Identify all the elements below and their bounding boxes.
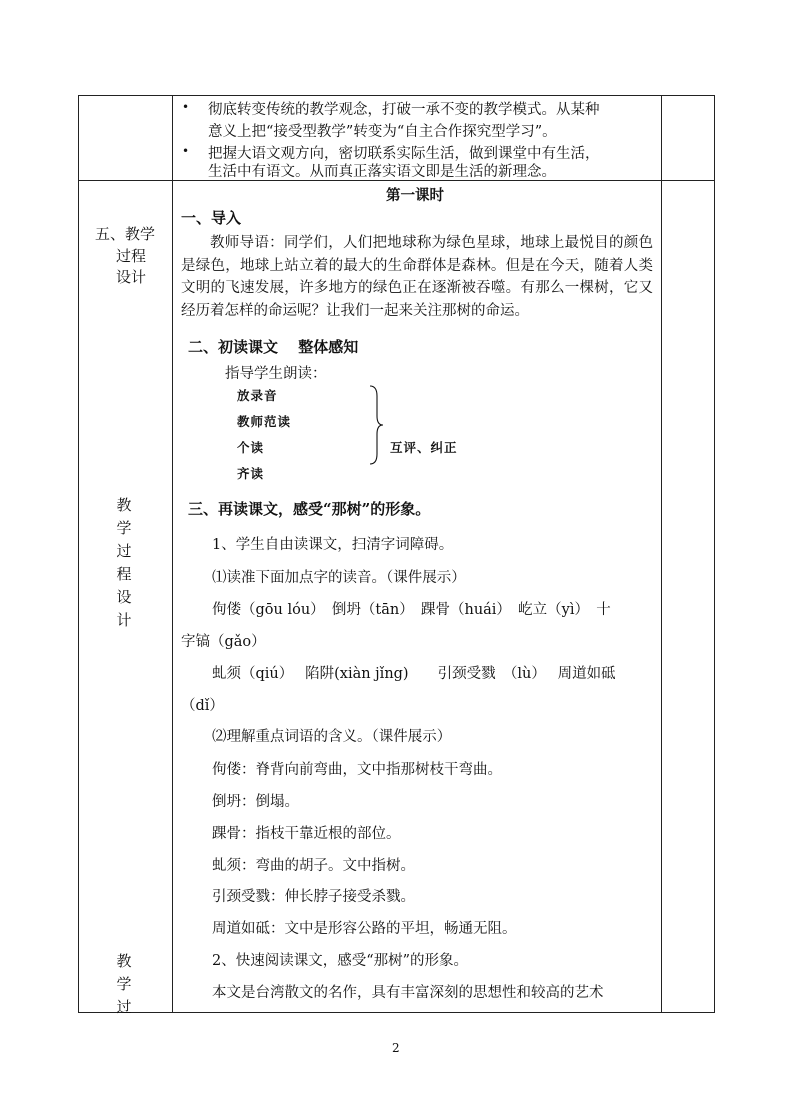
section-3-p7: 本文是台湾散文的名作，具有丰富深刻的思想性和较高的艺术 [212, 985, 604, 1001]
definition-6: 周道如砥：文中是形容公路的平坦，畅通无阻。 [212, 921, 517, 937]
bullet-1-line-2: 意义上把“接受型教学”转变为“自主合作探究型学习”。 [208, 124, 557, 140]
bullet-2: • [182, 144, 190, 158]
table-left-border [78, 95, 79, 1013]
table-top-border [78, 95, 715, 96]
section-2-heading: 二、初读课文 整体感知 [188, 338, 359, 356]
section-1-heading: 一、导入 [181, 209, 242, 227]
section-5-label-line-3: 设计 [115, 268, 146, 286]
table-right-border [714, 95, 715, 1013]
reading-item-3: 个读 [237, 440, 265, 455]
reading-item-4: 齐读 [237, 466, 265, 481]
section-5-label-line-1: 五、教学 [94, 225, 155, 243]
definition-1: 佝偻：脊背向前弯曲，文中指那树枝干弯曲。 [212, 762, 502, 778]
pronunciation-line-2: 字镐（gǎo） [181, 634, 266, 650]
column-divider-right [661, 95, 662, 1013]
section-3-heading: 三、再读课文，感受“那树”的形象。 [188, 500, 431, 518]
bullet-2-line-1: 把握大语文观方向，密切联系实际生活，做到课堂中有生活， [208, 146, 600, 162]
definition-5: 引颈受戮：伸长脖子接受杀戮。 [212, 889, 415, 905]
bullet-1: • [182, 100, 190, 114]
brace-annotation: 互评、纠正 [390, 440, 458, 455]
pronunciation-line-3: 虬须（qiú） 陷阱(xiàn jǐng) 引颈受戮 （lù） 周道如砥 [212, 666, 616, 682]
pronunciation-line-4: （dǐ） [181, 698, 224, 714]
bullet-2-line-2: 生活中有语文。从而真正落实语文即是生活的新理念。 [208, 164, 556, 180]
section-2-intro: 指导学生朗读： [225, 366, 327, 382]
lesson-title: 第一课时 [386, 187, 444, 204]
vertical-label-1: 教学过程设计 [116, 496, 132, 629]
reading-item-1: 放录音 [237, 388, 278, 403]
table-bottom-border [78, 1012, 715, 1013]
section-3-p1: 1、学生自由读课文，扫清字词障碍。 [212, 537, 454, 553]
curly-brace-icon [368, 384, 384, 466]
vertical-label-2: 教学过 [116, 952, 132, 1016]
section-3-p6: 2、快速阅读课文，感受“那树”的形象。 [212, 953, 469, 969]
page-number: 2 [392, 1041, 400, 1055]
reading-item-2: 教师范读 [237, 414, 292, 429]
definition-3: 踝骨：指枝干靠近根的部位。 [212, 826, 401, 842]
pronunciation-line-1: 佝偻（gōu lóu） 倒坍（tān） 踝骨（huái） 屹立（yì） 十 [212, 602, 611, 618]
definition-2: 倒坍：倒塌。 [212, 794, 299, 810]
section-1-paragraph: 教师导语：同学们，人们把地球称为绿色星球，地球上最悦目的颜色是绿色，地球上站立着的最大的生命群体是森林。但是在今天，随着人类文明的飞速发展，许多地方的绿色正在逐渐被吞噬。有那么一棵树，它又经历着怎样的命运呢？让我们一起来关注那树的命运。 [181, 235, 653, 319]
section-5-label-line-2: 过程 [115, 247, 146, 265]
section-3-p2: ⑴读准下面加点字的读音。（课件展示） [212, 570, 466, 586]
column-divider-left [172, 95, 173, 1013]
section-3-p5: ⑵理解重点词语的含义。（课件展示） [212, 729, 452, 745]
definition-4: 虬须：弯曲的胡子。文中指树。 [212, 858, 415, 874]
bullet-1-line-1: 彻底转变传统的教学观念，打破一承不变的教学模式。从某种 [208, 102, 600, 118]
